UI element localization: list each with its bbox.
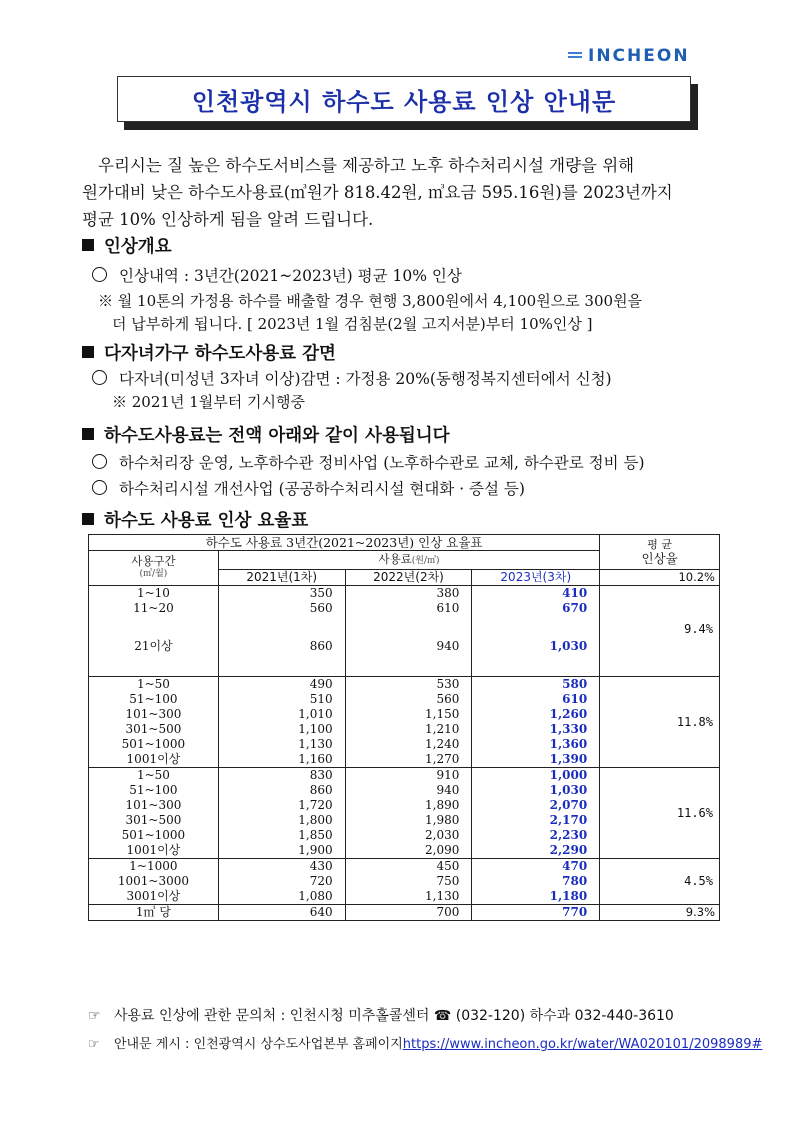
fee-2022-cell: 940 [345, 783, 472, 798]
fee-2022-cell: 1,270 [345, 752, 472, 768]
fee-2023-cell: 1,260 [472, 707, 600, 722]
range-cell: 301~500 [89, 813, 219, 828]
rate-table [88, 534, 720, 921]
fee-2021-cell: 1,720 [218, 798, 345, 813]
fee-2022-cell: 910 [345, 768, 472, 784]
title-box [117, 76, 691, 122]
fee-2023-cell: 2,170 [472, 813, 600, 828]
range-cell: 101~300 [89, 798, 219, 813]
avg-rate-cell: 11.6% [600, 768, 720, 859]
circle-bullet-icon [92, 267, 107, 282]
usage-item-2 [92, 477, 525, 499]
range-cell: 1001이상 [89, 843, 219, 859]
range-cell: 3001이상 [89, 889, 219, 905]
range-cell: 1~50 [89, 768, 219, 784]
section-heading-text: 하수도사용료는 전액 아래와 같이 사용됩니다 [104, 426, 450, 446]
avg-rate-header-line-1: 평 균 [647, 538, 672, 551]
range-cell: 1㎥ 당 [89, 905, 219, 921]
square-bullet-icon [82, 239, 94, 251]
fee-2023-cell: 1,030 [472, 783, 600, 798]
year-3-header: 2023년(3차) [472, 570, 600, 586]
intro-line-2: 원가대비 낮은 하수도사용료(㎥원가 818.42원, ㎥요금 595.16원)를 2023년까지 [82, 183, 673, 202]
usage-item-1 [92, 451, 645, 473]
logo-text: INCHEON [588, 46, 690, 66]
section-heading-multichild [82, 340, 336, 365]
usage-item-text: 하수처리시설 개선사업 (공공하수처리시설 현대화 · 증설 등) [119, 480, 525, 498]
fee-2021-cell: 1,100 [218, 722, 345, 737]
circle-bullet-icon [92, 480, 107, 495]
section-heading-usage [82, 422, 450, 447]
fee-2021-cell: 830 [218, 768, 345, 784]
pointing-hand-icon: ☞ [88, 1008, 101, 1024]
range-cell: 51~100 [89, 692, 219, 707]
fee-2022-cell: 940 [345, 616, 472, 677]
avg-rate-cell: 9.3% [600, 905, 720, 921]
notice-text: 안내문 게시 : 인천광역시 상수도사업본부 홈페이지 [114, 1037, 403, 1052]
range-cell: 1001~3000 [89, 874, 219, 889]
fee-2023-cell: 2,070 [472, 798, 600, 813]
contact-line [88, 1005, 674, 1025]
overview-item-text: 인상내역 : 3년간(2021~2023년) 평균 10% 인상 [119, 267, 462, 285]
fee-2022-cell: 450 [345, 859, 472, 875]
range-cell: 51~100 [89, 783, 219, 798]
avg-rate-cell: 11.8% [600, 677, 720, 768]
square-bullet-icon [82, 428, 94, 440]
fee-2021-cell: 640 [218, 905, 345, 921]
fee-2022-cell: 560 [345, 692, 472, 707]
table-row [89, 768, 720, 784]
range-cell: 11~20 [89, 601, 219, 616]
overview-item [92, 264, 462, 286]
section-heading-overview [82, 233, 172, 258]
square-bullet-icon [82, 346, 94, 358]
pointing-hand-icon: ☞ [88, 1037, 100, 1052]
table-row [89, 905, 720, 921]
fee-header [218, 551, 599, 570]
fee-2022-cell: 750 [345, 874, 472, 889]
fee-2021-cell: 860 [218, 783, 345, 798]
fee-2022-cell: 380 [345, 586, 472, 602]
overview-note-line-2: 더 납부하게 됩니다. [ 2023년 1월 검침분(2월 고지서분)부터 10%인상 ] [112, 315, 593, 333]
fee-2023-cell: 770 [472, 905, 600, 921]
fee-2021-cell: 490 [218, 677, 345, 693]
fee-2023-cell: 2,230 [472, 828, 600, 843]
fee-2021-cell: 1,080 [218, 889, 345, 905]
overall-rate: 10.2% [600, 570, 720, 586]
circle-bullet-icon [92, 370, 107, 385]
intro-paragraph [82, 152, 722, 233]
table-caption: 하수도 사용료 3년간(2021~2023년) 인상 요율표 [89, 535, 600, 551]
range-cell: 1~1000 [89, 859, 219, 875]
fee-2021-cell: 1,010 [218, 707, 345, 722]
overview-note-line-1: ※ 월 10톤의 가정용 하수를 배출할 경우 현행 3,800원에서 4,100원으로 300원을 [98, 292, 643, 310]
range-cell: 1001이상 [89, 752, 219, 768]
circle-bullet-icon [92, 454, 107, 469]
avg-rate-cell: 9.4% [600, 586, 720, 677]
fee-2023-cell: 1,360 [472, 737, 600, 752]
range-cell: 101~300 [89, 707, 219, 722]
fee-2022-cell: 700 [345, 905, 472, 921]
incheon-logo [568, 46, 690, 66]
fee-2023-cell: 470 [472, 859, 600, 875]
fee-2023-cell: 670 [472, 601, 600, 616]
fee-2022-cell: 610 [345, 601, 472, 616]
avg-rate-header-line-2: 인상율 [641, 551, 678, 566]
fee-2021-cell: 560 [218, 601, 345, 616]
notice-line [88, 1033, 762, 1052]
fee-2023-cell: 780 [472, 874, 600, 889]
year-2-header: 2022년(2차) [345, 570, 472, 586]
avg-rate-header [600, 535, 720, 570]
fee-2021-cell: 430 [218, 859, 345, 875]
fee-2023-cell: 580 [472, 677, 600, 693]
range-cell: 1~50 [89, 677, 219, 693]
section-heading-text: 하수도 사용료 인상 요율표 [104, 511, 309, 531]
fee-2021-cell: 350 [218, 586, 345, 602]
usage-item-text: 하수처리장 운영, 노후하수관 정비사업 (노후하수관로 교체, 하수관로 정비 등) [119, 454, 645, 472]
rate-table-body [89, 586, 720, 921]
section-heading-text: 인상개요 [104, 237, 172, 257]
section-heading-rate-table [82, 507, 308, 532]
contact-text: 사용료 인상에 관한 문의처 : 인천시청 미추홀콜센터 ☎ (032-120) 하수과 032-440-3610 [114, 1008, 674, 1024]
fee-2023-cell: 1,180 [472, 889, 600, 905]
range-cell: 301~500 [89, 722, 219, 737]
fee-2022-cell: 1,890 [345, 798, 472, 813]
fee-2021-cell: 1,800 [218, 813, 345, 828]
square-bullet-icon [82, 513, 94, 525]
fee-2023-cell: 610 [472, 692, 600, 707]
logo-mark-icon [568, 51, 582, 61]
fee-2023-cell: 1,390 [472, 752, 600, 768]
fee-2023-cell: 1,030 [472, 616, 600, 677]
fee-2021-cell: 1,130 [218, 737, 345, 752]
fee-2023-cell: 1,000 [472, 768, 600, 784]
year-1-header: 2021년(1차) [218, 570, 345, 586]
fee-header-label: 사용료 [378, 552, 412, 566]
range-header [89, 551, 219, 586]
fee-2022-cell: 1,210 [345, 722, 472, 737]
table-row [89, 677, 720, 693]
fee-2022-cell: 530 [345, 677, 472, 693]
table-row [89, 586, 720, 602]
multichild-item [92, 367, 612, 389]
range-cell: 21이상 [89, 616, 219, 677]
fee-2021-cell: 720 [218, 874, 345, 889]
intro-line-1: 우리시는 질 높은 하수도서비스를 제공하고 노후 하수처리시설 개량을 위해 [98, 156, 635, 175]
fee-header-unit: (원/㎥) [411, 556, 440, 566]
fee-2022-cell: 1,980 [345, 813, 472, 828]
range-cell: 501~1000 [89, 828, 219, 843]
fee-2021-cell: 1,160 [218, 752, 345, 768]
multichild-item-text: 다자녀(미성년 3자녀 이상)감면 : 가정용 20%(동행정복지센터에서 신청) [119, 370, 612, 388]
fee-2022-cell: 1,130 [345, 889, 472, 905]
fee-2022-cell: 2,090 [345, 843, 472, 859]
fee-2022-cell: 2,030 [345, 828, 472, 843]
range-header-label: 사용구간 [131, 554, 176, 568]
fee-2021-cell: 860 [218, 616, 345, 677]
fee-2022-cell: 1,150 [345, 707, 472, 722]
page-title: 인천광역시 하수도 사용료 인상 안내문 [191, 87, 617, 116]
fee-2022-cell: 1,240 [345, 737, 472, 752]
section-heading-text: 다자녀가구 하수도사용료 감면 [104, 344, 336, 364]
homepage-link[interactable]: https://www.incheon.go.kr/water/WA020101/2098989# [402, 1037, 763, 1052]
fee-2023-cell: 2,290 [472, 843, 600, 859]
fee-2021-cell: 510 [218, 692, 345, 707]
fee-2023-cell: 410 [472, 586, 600, 602]
range-header-unit: (㎥/월) [139, 569, 168, 579]
avg-rate-cell: 4.5% [600, 859, 720, 905]
range-cell: 1~10 [89, 586, 219, 602]
range-cell: 501~1000 [89, 737, 219, 752]
fee-2023-cell: 1,330 [472, 722, 600, 737]
intro-line-3: 평균 10% 인상하게 됨을 알려 드립니다. [82, 210, 374, 229]
fee-2021-cell: 1,900 [218, 843, 345, 859]
fee-2021-cell: 1,850 [218, 828, 345, 843]
multichild-note: ※ 2021년 1월부터 기시행중 [112, 393, 305, 411]
table-row [89, 859, 720, 875]
